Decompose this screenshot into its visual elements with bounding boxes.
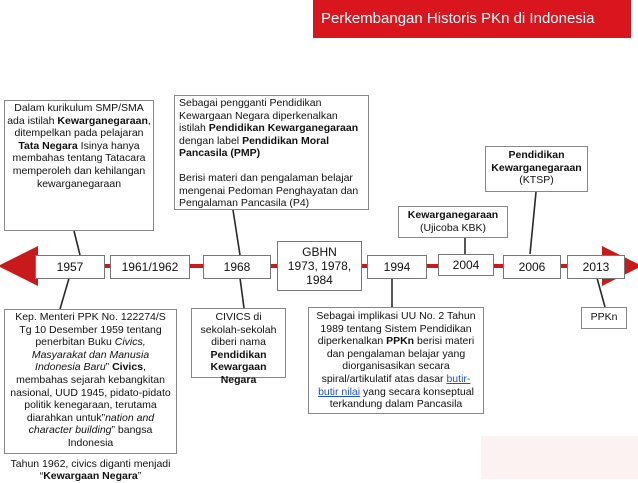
note-ppkn-2013 <box>581 307 627 329</box>
note-civics-name: Pendidikan Kewargaan Negara <box>210 348 267 386</box>
note-pmp-para-2: Berisi materi dan pengalaman belajar mengenai Pedoman Penghayatan dan Pengalaman Pancasila (P4) <box>179 171 359 210</box>
note-pmp-label: Pendidikan Moral Pancasila (PMP) <box>179 134 329 160</box>
note-pmp-text-2: dengan label <box>179 134 243 147</box>
connector-2013 <box>597 278 605 307</box>
note-kep-text-5: Tahun 1962, civics diganti menjadi “ <box>10 457 171 483</box>
year-2013: 2013 <box>567 255 625 279</box>
note-kep-kn: Kewargaan Negara <box>43 470 138 483</box>
note-kep-menteri-para-1 <box>8 311 173 450</box>
connector-1961 <box>60 275 70 309</box>
note-pmp-para-1 <box>179 97 364 160</box>
note-pmp <box>174 95 369 210</box>
note-kep-text-3: , membahas sejarah kebangkitan nasional, UUD 1945, pidato-pidato politik kenegaraan, terutama diarahkan untuk” <box>10 361 171 424</box>
note-kurikulum-term: Kewarganegaraan <box>57 114 148 127</box>
note-ppkn-link[interactable]: butir-butir nilai <box>318 372 471 398</box>
note-ppkn-term: PPKn <box>386 335 415 348</box>
note-kurikulum <box>4 100 154 231</box>
connector-1968-top <box>233 210 240 255</box>
year-1957: 1957 <box>35 255 105 279</box>
year-1994: 1994 <box>367 255 427 279</box>
note-kewarganegaraan-sub: (Ujicoba KBK) <box>420 221 486 234</box>
note-kep-book: Civics, Masyarakat dan Manusia Indonesia Baru <box>31 336 150 374</box>
note-kewarganegaraan-title: Kewarganegaraan <box>407 209 499 221</box>
note-kurikulum-subject: Tata Negara <box>18 139 78 152</box>
note-kurikulum-text-2: , ditempelkan pada pelajaran <box>14 114 151 140</box>
note-ppkn-text-1: Sebagai implikasi UU No. 2 Tahun 1989 tentang Sistem Pendidikan diperkenalkan <box>316 310 476 348</box>
note-kep-text-2: ” <box>105 361 113 374</box>
note-ppkn-1994 <box>308 307 484 414</box>
note-pmp-text-1: Sebagai pengganti Pendidikan Kewargaan Negara diperkenalkan istilah <box>179 97 338 135</box>
note-kurikulum-text-1: Dalam kurikulum SMP/SMA ada istilah <box>7 102 144 127</box>
note-kep-text-4: ” bangsa Indonesia <box>67 424 153 449</box>
connector-1968-bottom <box>240 278 244 308</box>
year-1968: 1968 <box>203 255 271 279</box>
connector-2006 <box>530 192 536 254</box>
note-civics <box>191 308 286 386</box>
note-kep-text-6: ” <box>137 470 142 483</box>
year-2004: 2004 <box>438 254 494 276</box>
note-civics-text: CIVICS di sekolah-sekolah diberi nama <box>200 311 277 349</box>
corner-decoration <box>481 436 638 479</box>
year-1961-1962: 1961/1962 <box>110 255 190 279</box>
note-ppkn-2013-text: PPKn <box>590 311 618 323</box>
note-kep-ncb: nation and character building <box>28 411 155 437</box>
note-kep-menteri <box>4 309 177 483</box>
page-title: Perkembangan Historis PKn di Indonesia <box>313 0 631 38</box>
note-ppkn-text-3: yang secara konseptual terkandung dalam Pancasila <box>329 385 474 411</box>
year-gbhn: GBHN 1973, 1978, 1984 <box>277 241 362 291</box>
note-ktsp <box>485 146 588 192</box>
note-kewarganegaraan-2004 <box>398 206 508 238</box>
note-ktsp-title: Pendidikan Kewarganegaraan <box>491 149 582 174</box>
note-ppkn-text-2: berisi materi dan pengalaman belajar yang diorganisasikan secara spiral/artikulatif atas dasar <box>321 335 475 385</box>
connector-1957 <box>74 231 80 255</box>
note-ktsp-sub: (KTSP) <box>519 174 554 187</box>
note-pmp-term: Pendidikan Kewarganegaraan <box>208 122 359 135</box>
note-kep-text-1: Kep. Menteri PPK No. 122274/S Tg 10 Desember 1959 tentang penerbitan Buku <box>15 311 166 349</box>
year-2006: 2006 <box>503 255 561 279</box>
note-kep-civics: Civics <box>112 361 144 374</box>
note-kurikulum-text-3: Isinya hanya membahas tentang Tatacara memperoleh dan kehilangan kewarganegaraan <box>12 139 146 190</box>
